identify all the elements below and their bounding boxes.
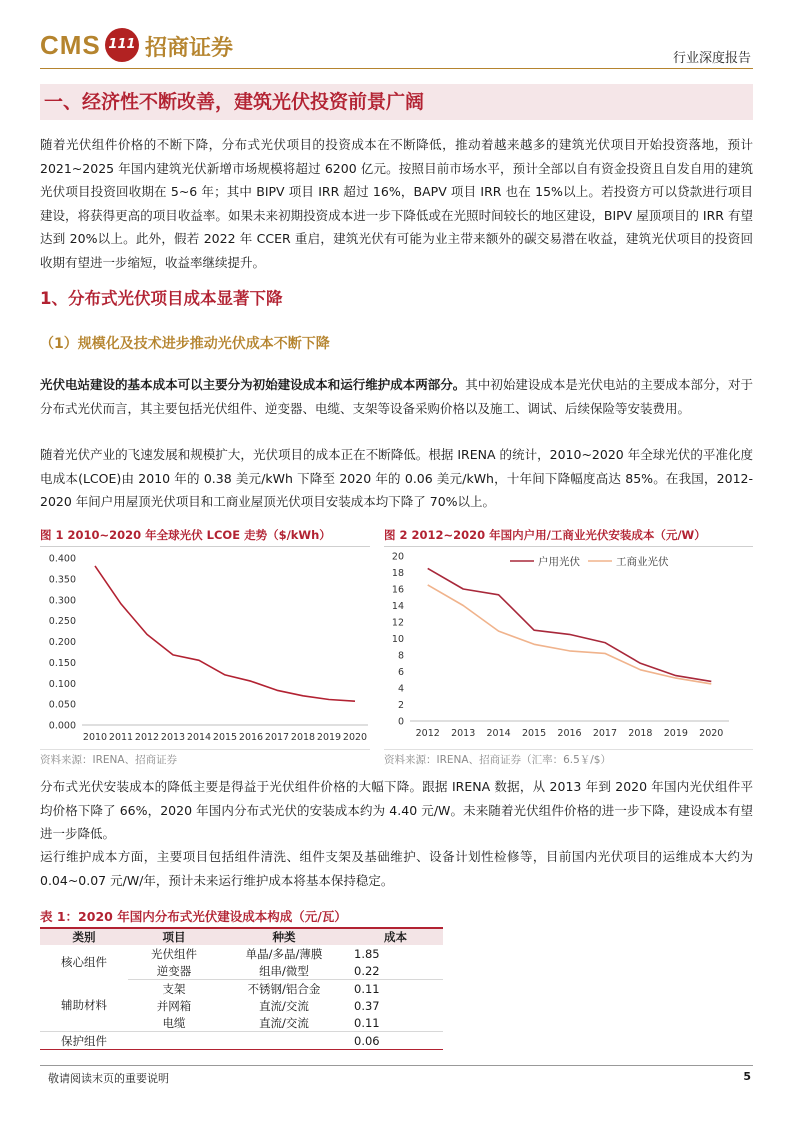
type-cell: 单晶/多晶/薄膜 — [245, 946, 323, 961]
footer-divider — [40, 1065, 753, 1066]
category-cell: 保护组件 — [40, 1032, 128, 1050]
y-tick-label: 8 — [397, 650, 404, 662]
type-cell: 直流/交流 — [220, 1014, 348, 1032]
footer-note: 敬请阅读末页的重要说明 — [48, 1072, 169, 1085]
y-tick-label: 14 — [391, 601, 404, 612]
x-tick-label: 2012 — [134, 732, 160, 743]
figure2-chart — [384, 548, 753, 748]
legend-label: 工商业光伏 — [616, 556, 669, 568]
table-title: 表 1：2020 年国内分布式光伏建设成本构成（元/瓦） — [40, 909, 347, 924]
x-tick-label: 2020 — [342, 732, 368, 743]
item-cell: 逆变器 — [128, 962, 220, 980]
cost-cell: 1.85 — [354, 946, 380, 961]
paragraph-lead-bold: 光伏电站建设的基本成本可以主要分为初始建设成本和运行维护成本两部分。 — [40, 377, 466, 392]
type-cell: 组串/微型 — [220, 962, 348, 980]
item-cell: 并网箱 — [156, 998, 192, 1013]
x-tick-label: 2018 — [628, 728, 653, 739]
y-tick-label: 0 — [397, 716, 404, 728]
x-tick-label: 2013 — [451, 728, 476, 739]
y-tick-label: 16 — [391, 584, 404, 596]
table-row — [40, 945, 443, 962]
figure2-source: 资料来源：IRENA、招商证券（汇率：6.5￥/$） — [384, 754, 611, 766]
y-tick-label: 0.400 — [48, 553, 76, 565]
legend-label: 户用光伏 — [538, 556, 580, 568]
report-type: 行业深度报告 — [672, 51, 751, 66]
x-tick-label: 2012 — [415, 728, 440, 739]
cost-cell: 0.11 — [354, 981, 380, 996]
header-item: 项目 — [128, 928, 220, 945]
item-cell: 电缆 — [128, 1014, 220, 1032]
y-tick-label: 0.300 — [48, 595, 76, 607]
logo-badge-icon: 111 — [105, 28, 139, 62]
y-tick-label: 0.150 — [48, 657, 76, 669]
header-divider — [40, 68, 753, 69]
paragraph-irena: 随着光伏产业的飞速发展和规模扩大，光伏项目的成本正在不断降低。根据 IRENA 的统计，2010~2020 年全球光伏的平准化度电成本(LCOE)由 2010 年的 0.38 美元/kWh 下降至 2020 年的 0.06 美元/kWh，十年间下降幅度高达 85%。在我国，2012-2020 年间户用屋顶光伏项目和工商业屋顶光伏项目安装成本均下降了 70%以上。 — [40, 447, 753, 509]
x-tick-label: 2019 — [663, 728, 688, 739]
cost-cell: 0.11 — [348, 1014, 443, 1032]
paragraph-install-cost: 分布式光伏安装成本的降低主要是得益于光伏组件价格的大幅下降。跟据 IRENA 数据，从 2013 年到 2020 年国内光伏组件平均价格下降了 66%，2020 年国内分布式光伏的安装成本约为 4.40 元/W。未来随着光伏组件价格的进一步下降，建设成本有望进一步降低。 — [40, 779, 753, 841]
type-cell: 直流/交流 — [259, 998, 309, 1013]
figure1-bottom-rule — [40, 749, 370, 750]
x-tick-label: 2013 — [160, 732, 186, 743]
table-row — [40, 980, 443, 998]
figure2-rule — [384, 546, 753, 547]
item-cell — [128, 1032, 220, 1050]
section-banner — [40, 84, 753, 120]
cost-cell: 0.22 — [348, 962, 443, 980]
x-tick-label: 2017 — [264, 732, 290, 743]
paragraph-om-cost: 运行维护成本方面，主要项目包括组件清洗、组件支架及基础维护、设备计划性检修等，目前国内光伏项目的运维成本大约为 0.04~0.07 元/W/年，预计未来运行维护成本将基本保持稳定。 — [40, 849, 753, 888]
x-tick-label: 2011 — [108, 732, 134, 743]
y-tick-label: 4 — [397, 683, 404, 695]
x-tick-label: 2016 — [238, 732, 264, 743]
paragraph-rest: 其中初始建设成本是光伏电站的主要成本部分，对于分布式光伏而言，其主要包括光伏组件、逆变器、电缆、支架等设备采购价格以及施工、调试、后续保险等安装费用。 — [40, 377, 753, 416]
logo-cms: CMS — [40, 30, 101, 60]
x-tick-label: 2016 — [557, 728, 582, 739]
y-tick-label: 12 — [391, 617, 404, 629]
y-tick-label: 0.000 — [48, 720, 76, 732]
item-cell: 支架 — [162, 981, 186, 996]
page-number: 5 — [743, 1070, 751, 1083]
y-tick-label: 6 — [397, 667, 404, 678]
y-tick-label: 2 — [397, 700, 404, 711]
type-cell: 不锈钢/铝合金 — [247, 981, 321, 996]
paragraph-cost-structure — [40, 373, 753, 420]
table-row — [40, 1032, 443, 1050]
category-cell: 辅助材料 — [40, 980, 128, 1032]
cost-cell: 0.37 — [354, 998, 380, 1013]
header-cost: 成本 — [348, 928, 443, 945]
y-tick-label: 0.050 — [48, 699, 76, 711]
y-tick-label: 0.100 — [48, 678, 76, 690]
y-tick-label: 20 — [391, 551, 404, 563]
figure2-title: 图 2 2012~2020 年国内户用/工商业光伏安装成本（元/W） — [384, 528, 706, 542]
sub-subsection-title: （1）规模化及技术进步推动光伏成本不断下降 — [40, 336, 330, 352]
category-cell: 核心组件 — [61, 955, 107, 970]
y-tick-label: 18 — [391, 568, 404, 579]
figure1-source: 资料来源：IRENA、招商证券 — [40, 754, 178, 766]
item-cell: 光伏组件 — [151, 946, 197, 961]
x-tick-label: 2014 — [486, 728, 511, 739]
logo-chinese: 招商证券 — [145, 35, 234, 61]
section-title: 一、经济性不断改善，建筑光伏投资前景广阔 — [44, 91, 425, 113]
x-tick-label: 2020 — [699, 728, 724, 739]
cost-table — [40, 927, 443, 1050]
lcoe-line — [95, 566, 355, 701]
header-category: 类别 — [40, 928, 128, 945]
figure1-rule — [40, 546, 370, 547]
y-tick-label: 10 — [391, 634, 404, 645]
x-tick-label: 2010 — [82, 732, 108, 743]
intro-paragraph: 随着光伏组件价格的不断下降，分布式光伏项目的投资成本在不断降低，推动着越来越多的建筑光伏项目开始投资落地，预计 2021~2025 年国内建筑光伏新增市场规模将超过 6200 亿元。按照目前市场水平，预计全部以自有资金投资且自发自用的建筑光伏项目投资回收期在 5~6 年；其中 BIPV 项目 IRR 超过 16%，BAPV 项目 IRR 也在 15%以上。若投资方可以贷款进行项目建设，将获得更高的项目收益率。如果未来初期投资成本进一步下降低或在光照时间较长的地区建设，BIPV 屋顶项目的 IRR 有望达到 20%以上。此外，假若 2022 年 CCER 重启，建筑光伏有可能为业主带来额外的碳交易潜在收益，建筑光伏项目的投资回收期有望进一步缩短，收益率继续提升。 — [40, 137, 753, 270]
y-tick-label: 0.200 — [48, 637, 76, 648]
type-cell — [220, 1032, 348, 1050]
x-tick-label: 2015 — [521, 728, 547, 739]
y-tick-label: 0.250 — [48, 616, 76, 628]
table-header-row — [40, 928, 443, 945]
y-tick-label: 0.350 — [48, 574, 76, 586]
figure1-title: 图 1 2010~2020 年全球光伏 LCOE 走势（$/kWh） — [40, 528, 331, 542]
subsection-title: 1、分布式光伏项目成本显著下降 — [40, 289, 283, 308]
figure1-chart — [40, 548, 370, 748]
x-tick-label: 2017 — [592, 728, 618, 739]
x-tick-label: 2014 — [186, 732, 212, 743]
x-tick-label: 2019 — [316, 732, 342, 743]
cost-cell: 0.06 — [348, 1032, 443, 1050]
x-tick-label: 2018 — [290, 732, 316, 743]
x-tick-label: 2015 — [212, 732, 238, 743]
figure2-bottom-rule — [384, 749, 753, 750]
header-type: 种类 — [220, 928, 348, 945]
residential-line — [428, 568, 712, 681]
